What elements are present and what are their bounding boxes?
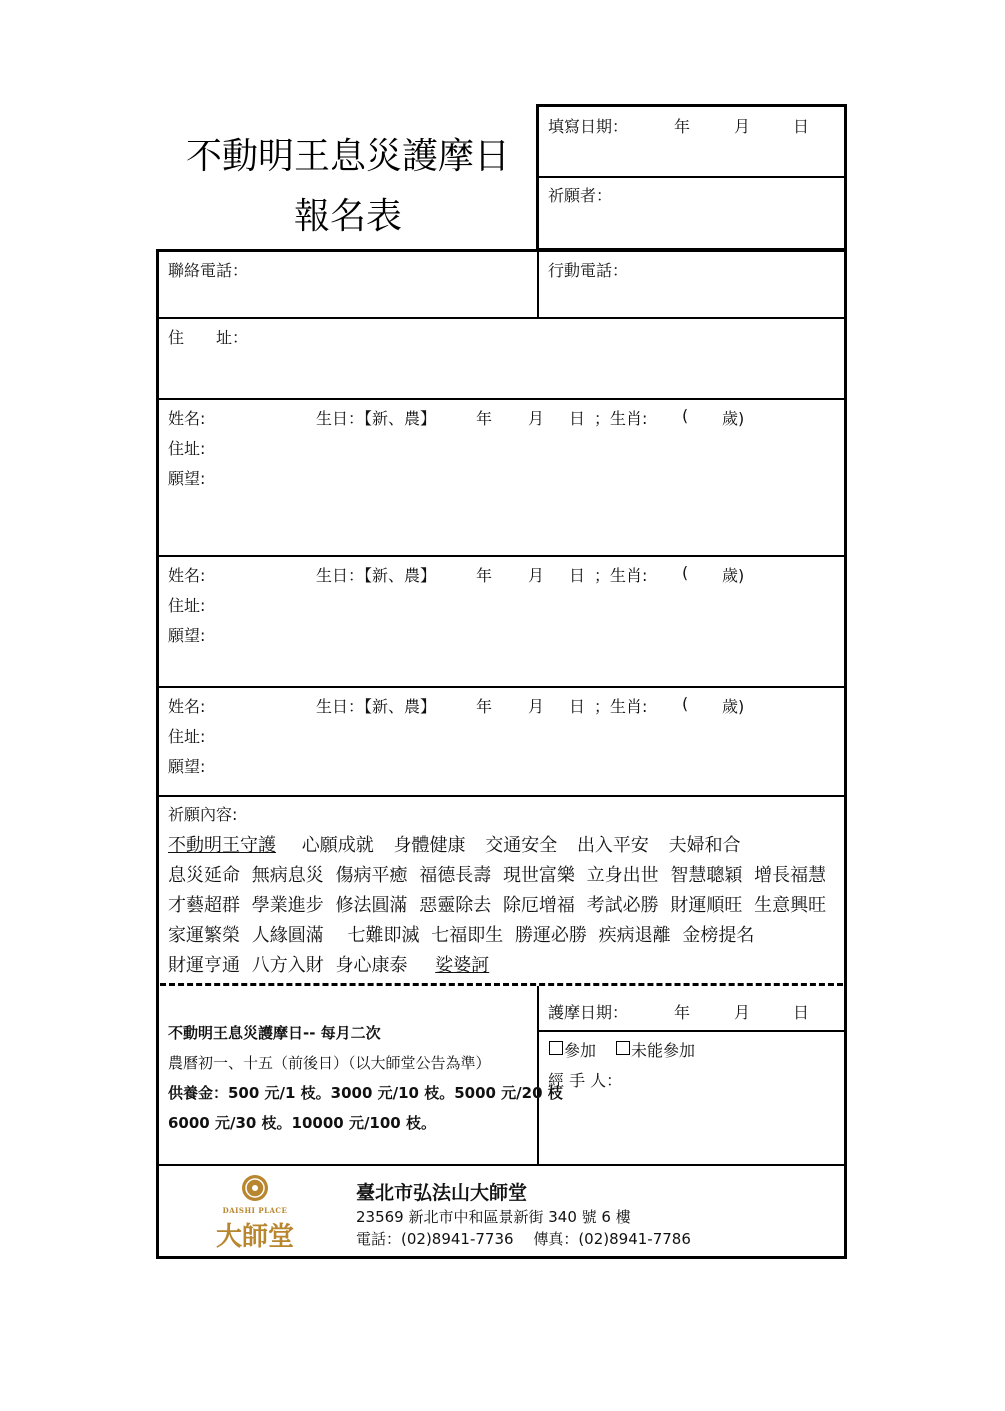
fill-date-month[interactable]: 月: [734, 117, 751, 136]
prayer-option[interactable]: 七福即生: [431, 925, 504, 946]
org-address: 23569 新北市中和區景新街 340 號 6 樓: [356, 1208, 631, 1226]
divider: [158, 317, 845, 319]
divider: [158, 795, 845, 797]
prayer-option[interactable]: 傷病平癒: [335, 865, 408, 886]
age-close: 歲): [722, 409, 745, 428]
prayer-row-2: [168, 861, 832, 887]
prayer-option[interactable]: 不動明王守護: [168, 835, 276, 856]
age-close: 歲): [722, 697, 745, 716]
prayer-option[interactable]: 交通安全: [485, 835, 558, 856]
prayer-option[interactable]: 除厄增福: [502, 895, 575, 916]
logo-small-text: DAISHI PLACE: [222, 1206, 288, 1215]
birthday-label: 生日：【新、農】: [316, 697, 437, 716]
prayer-option[interactable]: 勝運必勝: [514, 925, 587, 946]
attend-checkbox[interactable]: [549, 1041, 563, 1055]
prayer-option[interactable]: 現世富樂: [502, 865, 575, 886]
logo: [205, 1172, 305, 1254]
prayer-option[interactable]: 惡靈除去: [419, 895, 492, 916]
homa-date-year[interactable]: 年: [674, 1003, 691, 1022]
prayer-option[interactable]: 心願成就: [301, 835, 374, 856]
prayer-option[interactable]: 考試必勝: [586, 895, 659, 916]
birthday-day[interactable]: 日: [569, 566, 586, 585]
info-line-4: 6000 元/30 枝。10000 元/100 枝。: [168, 1114, 436, 1132]
wish-label: 願望:: [168, 757, 206, 776]
phone-field[interactable]: [250, 258, 530, 310]
divider: [537, 986, 539, 1164]
form-title-line1: 不動明王息災護摩日: [185, 136, 510, 177]
org-contact: 電話：(02)8941-7736 傳真：(02)8941-7786: [356, 1230, 691, 1248]
divider: [537, 251, 539, 317]
phone-label: 聯絡電話：: [168, 261, 249, 280]
info-line-3: 供養金：500 元/1 枝。3000 元/10 枝。5000 元/20 枝: [168, 1084, 563, 1102]
prayer-label: 祈願內容:: [168, 805, 238, 824]
prayer-option[interactable]: 智慧聰穎: [670, 865, 743, 886]
prayer-row-1: [168, 831, 747, 857]
birthday-label: 生日：【新、農】: [316, 409, 437, 428]
prayer-option[interactable]: 生意興旺: [754, 895, 827, 916]
prayer-option[interactable]: 金榜提名: [682, 925, 755, 946]
logo-big-text: 大師堂: [215, 1222, 294, 1252]
birthday-label: 生日：【新、農】: [316, 566, 437, 585]
prayer-option[interactable]: 學業進步: [251, 895, 324, 916]
cut-line: [160, 983, 843, 986]
birthday-year[interactable]: 年: [476, 409, 493, 428]
birthday-month[interactable]: 月: [528, 409, 545, 428]
prayer-option[interactable]: 增長福慧: [754, 865, 827, 886]
age-open: (: [682, 694, 689, 713]
wish-label: 願望:: [168, 469, 206, 488]
prayer-option[interactable]: 福德長壽: [419, 865, 492, 886]
mobile-field[interactable]: [630, 258, 838, 310]
attend-label: 參加: [564, 1041, 597, 1060]
prayer-option[interactable]: 出入平安: [576, 835, 649, 856]
not-attend-checkbox[interactable]: [616, 1041, 630, 1055]
applicant-label: 祈願者：: [548, 186, 613, 205]
form-title-line2: 報名表: [293, 196, 402, 237]
birthday-month[interactable]: 月: [528, 566, 545, 585]
prayer-option[interactable]: 八方入財: [251, 955, 324, 976]
fill-date-year[interactable]: 年: [674, 117, 691, 136]
age-open: (: [682, 563, 689, 582]
age-close: 歲): [722, 566, 745, 585]
divider: [158, 1164, 845, 1166]
fill-date-day[interactable]: 日: [793, 117, 810, 136]
handler-field[interactable]: [630, 1066, 838, 1156]
name-label: 姓名:: [168, 697, 206, 716]
prayer-option[interactable]: 人緣圓滿: [251, 925, 324, 946]
prayer-option[interactable]: 立身出世: [586, 865, 659, 886]
zodiac-label: ；生肖:: [594, 566, 648, 585]
mobile-label: 行動電話：: [548, 261, 629, 280]
prayer-row-5: [168, 951, 495, 977]
prayer-option[interactable]: 七難即滅: [347, 925, 420, 946]
prayer-option[interactable]: 娑婆訶: [435, 955, 490, 976]
wish-label: 願望:: [168, 626, 206, 645]
divider: [539, 1030, 845, 1032]
applicant-field[interactable]: [620, 182, 835, 238]
prayer-row-4: [168, 921, 760, 947]
homa-date-label: 護摩日期：: [548, 1003, 629, 1022]
birthday-year[interactable]: 年: [476, 697, 493, 716]
prayer-option[interactable]: 身體健康: [393, 835, 466, 856]
prayer-option[interactable]: 財運亨通: [168, 955, 240, 976]
prayer-option[interactable]: 家運繁榮: [168, 925, 240, 946]
prayer-option[interactable]: 夫婦和合: [668, 835, 741, 856]
address-label: 住 址：: [168, 328, 249, 347]
person-address-label: 住址:: [168, 727, 206, 746]
name-label: 姓名:: [168, 566, 206, 585]
prayer-option[interactable]: 才藝超群: [168, 895, 240, 916]
person-address-label: 住址:: [168, 439, 206, 458]
fill-date-label: 填寫日期：: [548, 117, 629, 136]
divider: [158, 686, 845, 688]
birthday-year[interactable]: 年: [476, 566, 493, 585]
person-address-label: 住址:: [168, 596, 206, 615]
birthday-month[interactable]: 月: [528, 697, 545, 716]
divider: [158, 555, 845, 557]
prayer-row-3: [168, 891, 832, 917]
zodiac-label: ；生肖:: [594, 697, 648, 716]
age-open: (: [682, 406, 689, 425]
prayer-option[interactable]: 疾病退離: [598, 925, 671, 946]
org-name: 臺北市弘法山大師堂: [356, 1182, 528, 1204]
not-attend-label: 未能參加: [631, 1041, 696, 1060]
prayer-option[interactable]: 修法圓滿: [335, 895, 408, 916]
zodiac-label: ；生肖:: [594, 409, 648, 428]
prayer-option[interactable]: 無病息災: [251, 865, 324, 886]
info-line-1: 不動明王息災護摩日-- 每月二次: [168, 1024, 381, 1042]
divider: [538, 176, 845, 178]
prayer-option[interactable]: 財運順旺: [670, 895, 743, 916]
info-line-2: 農曆初一、十五（前後日）（以大師堂公告為準）: [168, 1054, 491, 1072]
address-field[interactable]: [250, 325, 838, 391]
prayer-option[interactable]: 息災延命: [168, 865, 240, 886]
birthday-day[interactable]: 日: [569, 409, 586, 428]
prayer-option[interactable]: 身心康泰: [335, 955, 408, 976]
divider: [158, 398, 845, 400]
handler-label: 經 手 人：: [548, 1071, 623, 1090]
name-label: 姓名:: [168, 409, 206, 428]
homa-date-month[interactable]: 月: [734, 1003, 751, 1022]
birthday-day[interactable]: 日: [569, 697, 586, 716]
homa-date-day[interactable]: 日: [793, 1003, 810, 1022]
